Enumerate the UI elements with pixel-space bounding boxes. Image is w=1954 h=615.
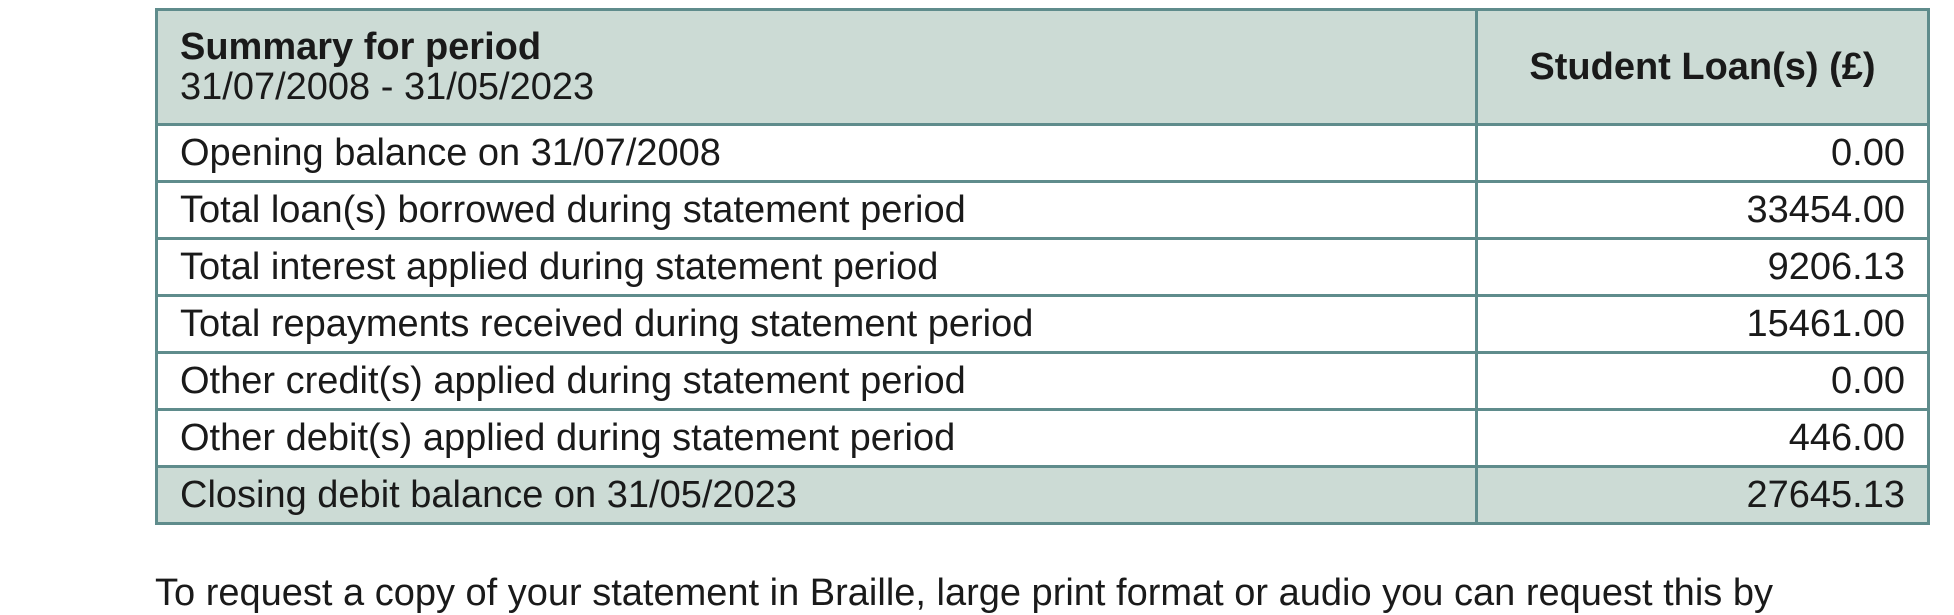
row-amount: 9206.13 xyxy=(1477,239,1929,296)
summary-table xyxy=(155,8,1930,525)
closing-balance-amount: 27645.13 xyxy=(1477,467,1929,524)
accessibility-note: To request a copy of your statement in Braille, large print format or audio you can request this by xyxy=(155,572,1773,614)
table-row xyxy=(157,125,1929,182)
row-amount: 446.00 xyxy=(1477,410,1929,467)
table-row xyxy=(157,353,1929,410)
row-amount: 0.00 xyxy=(1477,125,1929,182)
table-row xyxy=(157,296,1929,353)
row-label: Total repayments received during statement period xyxy=(157,296,1477,353)
row-label: Total interest applied during statement period xyxy=(157,239,1477,296)
row-label: Other debit(s) applied during statement period xyxy=(157,410,1477,467)
summary-header-row xyxy=(157,10,1929,125)
table-row xyxy=(157,239,1929,296)
row-label: Other credit(s) applied during statement period xyxy=(157,353,1477,410)
row-label: Total loan(s) borrowed during statement period xyxy=(157,182,1477,239)
summary-period: 31/07/2008 - 31/05/2023 xyxy=(180,66,595,108)
row-amount: 15461.00 xyxy=(1477,296,1929,353)
row-label: Opening balance on 31/07/2008 xyxy=(157,125,1477,182)
student-loan-column-header: Student Loan(s) (£) xyxy=(1477,10,1929,125)
summary-period-header xyxy=(157,10,1477,125)
table-row xyxy=(157,410,1929,467)
summary-title: Summary for period xyxy=(180,26,542,68)
row-amount: 0.00 xyxy=(1477,353,1929,410)
row-amount: 33454.00 xyxy=(1477,182,1929,239)
table-row xyxy=(157,182,1929,239)
statement-summary xyxy=(155,8,1927,525)
closing-balance-row xyxy=(157,467,1929,524)
closing-balance-label: Closing debit balance on 31/05/2023 xyxy=(157,467,1477,524)
